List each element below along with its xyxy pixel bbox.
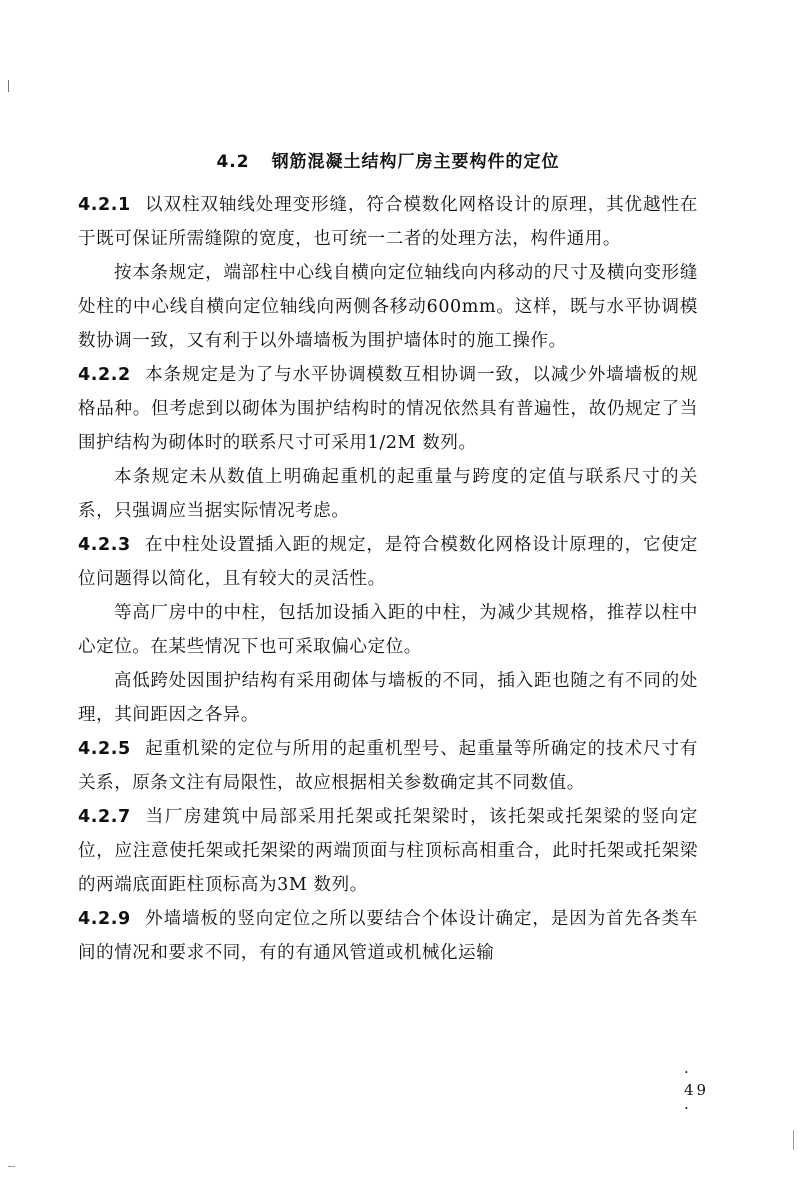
document-page (78, 0, 710, 1177)
section-title: 钢筋混凝土结构厂房主要构件的定位 (271, 152, 560, 172)
clause-text: 在中柱处设置插入距的规定，是符合模数化网格设计原理的，它使定位问题得以简化，且有较大的灵活性。 (78, 535, 698, 589)
paragraph-text: 高低跨处因围护结构有采用砌体与墙板的不同，插入距也随之有不同的处理，其间距因之各异。 (78, 671, 698, 725)
explanation-paragraph (78, 460, 698, 528)
section-number: 4.2 (216, 152, 250, 172)
paragraph-text: 等高厂房中的中柱，包括加设插入距的中柱，为减少其规格，推荐以柱中心定位。在某些情况下也可采取偏心定位。 (78, 603, 698, 657)
clause-4-2-5 (78, 732, 698, 800)
clause-number: 4.2.7 (78, 807, 131, 827)
clause-number: 4.2.5 (78, 739, 131, 759)
scan-mark-left (8, 80, 9, 92)
clause-4-2-3 (78, 528, 698, 596)
page-number: · 49 · (684, 1063, 710, 1117)
clause-text: 以双柱双轴线处理变形缝，符合模数化网格设计的原理，其优越性在于既可保证所需缝隙的宽度，也可统一二者的处理方法，构件通用。 (78, 195, 698, 249)
paragraph-text: 本条规定未从数值上明确起重机的起重量与跨度的定值与联系尺寸的关系，只强调应当据实际情况考虑。 (78, 467, 698, 521)
clause-4-2-2 (78, 358, 698, 460)
paragraph-text: 按本条规定，端部柱中心线自横向定位轴线向内移动的尺寸及横向变形缝处柱的中心线自横向定位轴线向两侧各移动600mm。这样，既与水平协调模数协调一致，又有利于以外墙墙板为围护墙体时的施工操作。 (78, 263, 698, 351)
clause-number: 4.2.2 (78, 365, 131, 385)
clause-text: 外墙墙板的竖向定位之所以要结合个体设计确定，是因为首先各类车间的情况和要求不同，有的有通风管道或机械化运输 (78, 909, 698, 963)
clause-number: 4.2.1 (78, 195, 131, 215)
clause-number: 4.2.3 (78, 535, 131, 555)
explanation-paragraph (78, 256, 698, 358)
clause-text: 当厂房建筑中局部采用托架或托架梁时，该托架或托架梁的竖向定位，应注意使托架或托架梁的两端顶面与柱顶标高相重合，此时托架或托架梁的两端底面距柱顶标高为3M 数列。 (78, 807, 698, 895)
scan-mark-bottom (8, 1166, 15, 1167)
scan-mark-right (793, 1130, 794, 1150)
body-text (78, 188, 698, 970)
clause-4-2-7 (78, 800, 698, 902)
explanation-paragraph (78, 596, 698, 664)
clause-number: 4.2.9 (78, 909, 131, 929)
clause-text: 本条规定是为了与水平协调模数互相协调一致，以减少外墙墙板的规格品种。但考虑到以砌体为围护结构时的情况依然具有普遍性，故仍规定了当围护结构为砌体时的联系尺寸可采用1/2M 数列。 (78, 365, 698, 453)
clause-4-2-1 (78, 188, 698, 256)
section-heading (78, 147, 698, 172)
clause-4-2-9 (78, 902, 698, 970)
explanation-paragraph (78, 664, 698, 732)
clause-text: 起重机梁的定位与所用的起重机型号、起重量等所确定的技术尺寸有关系，原条文注有局限性，故应根据相关参数确定其不同数值。 (78, 739, 698, 793)
